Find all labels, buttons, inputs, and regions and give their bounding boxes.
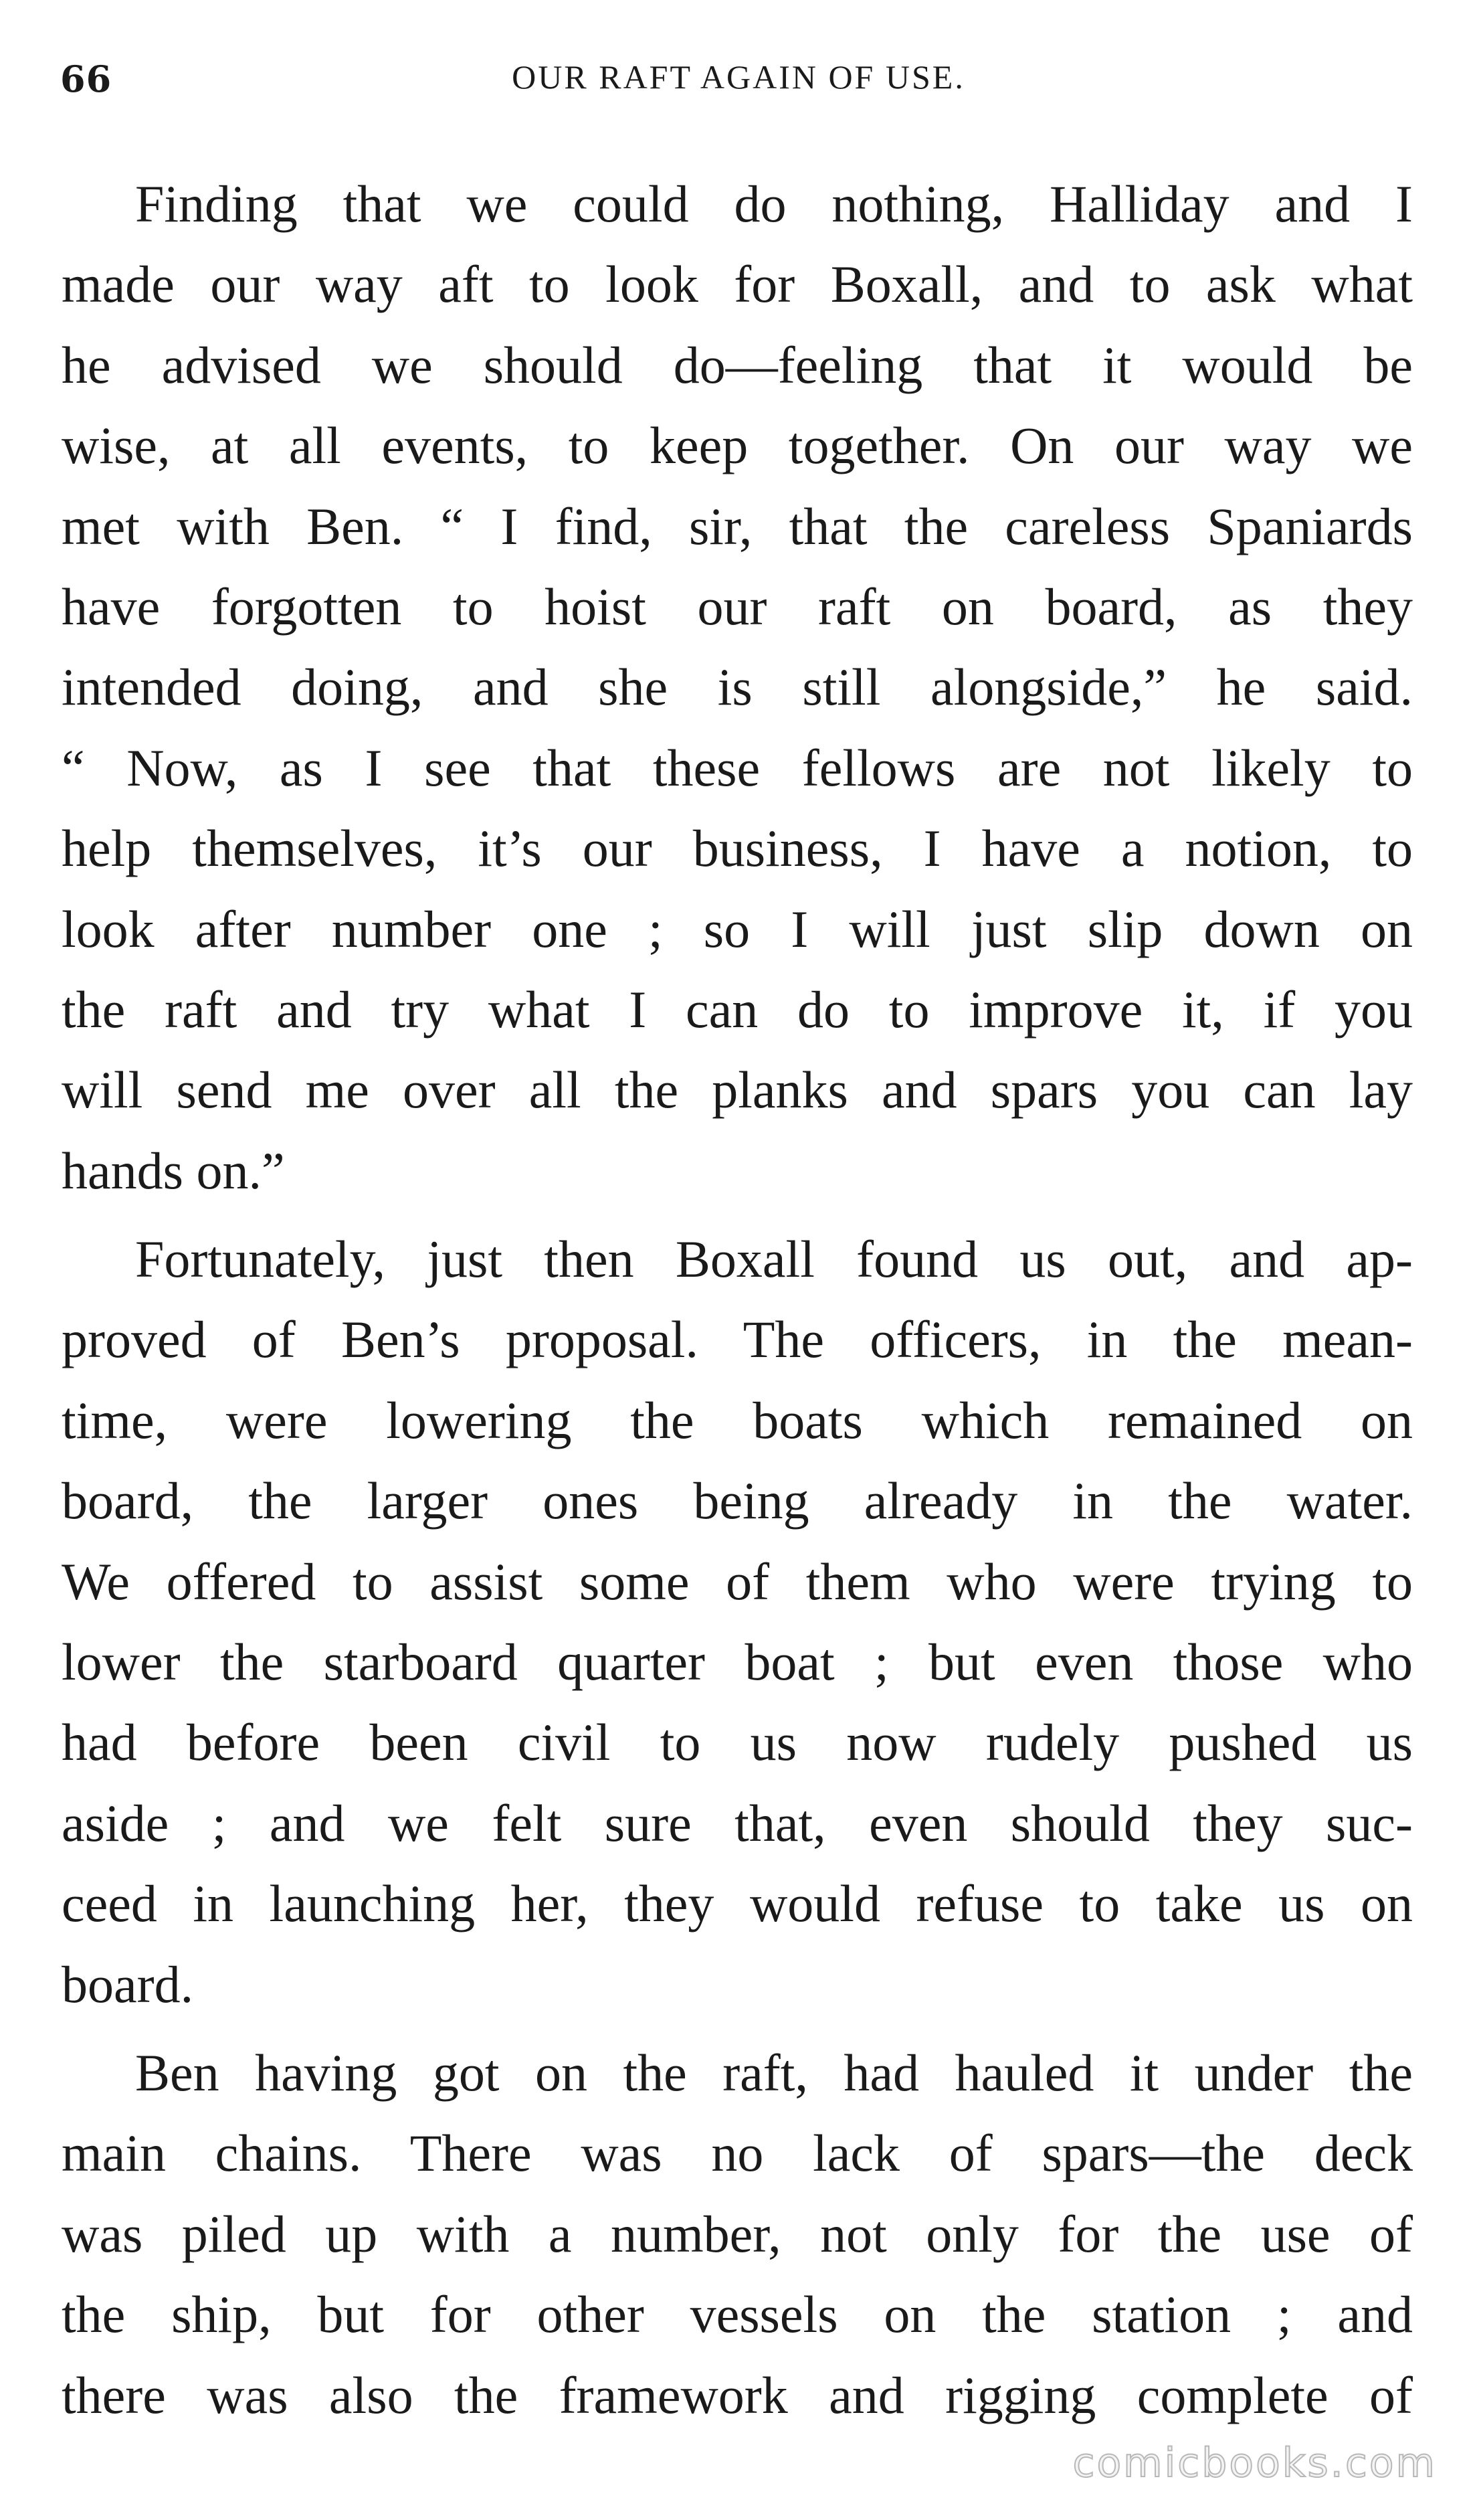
text-line: have forgotten to hoist our raft on board, as they: [62, 577, 1413, 636]
text-line: We offered to assist some of them who were trying to: [62, 1552, 1413, 1611]
text-line: intended doing, and she is still alongside,” he said.: [62, 658, 1413, 717]
text-line: aside ; and we felt sure that, even should they suc-: [62, 1793, 1413, 1852]
text-line: Fortunately, just then Boxall found us out, and ap-: [135, 1230, 1413, 1289]
paragraph-1: [62, 164, 1413, 1211]
page-number: 66: [60, 58, 112, 100]
text-line: time, were lowering the boats which remained on: [62, 1390, 1413, 1449]
watermark: comicbooks.com: [1072, 2440, 1437, 2487]
text-line: Finding that we could do nothing, Halliday and I: [135, 175, 1413, 233]
text-line: board, the larger ones being already in the water.: [62, 1471, 1413, 1530]
paragraph-2: [62, 1219, 1413, 2025]
text-line: made our way aft to look for Boxall, and to ask what: [62, 255, 1413, 314]
text-line: “ Now, as I see that these fellows are not likely to: [62, 738, 1413, 797]
text-line: proved of Ben’s proposal. The officers, in the mean-: [62, 1310, 1413, 1369]
text-line: had before been civil to us now rudely pushed us: [62, 1713, 1413, 1772]
text-line: wise, at all events, to keep together. On our way we: [62, 416, 1413, 475]
text-line: board.: [62, 1955, 194, 2013]
text-line: met with Ben. “ I find, sir, that the careless Spaniards: [62, 497, 1413, 555]
text-line: he advised we should do—feeling that it would be: [62, 335, 1413, 394]
text-line: the raft and try what I can do to improve it, if you: [62, 980, 1413, 1039]
text-line: main chains. There was no lack of spars—the deck: [62, 2124, 1413, 2183]
text-line: ceed in launching her, they would refuse to take us on: [62, 1874, 1413, 1933]
text-line: look after number one ; so I will just slip down on: [62, 899, 1413, 958]
running-head: [60, 58, 1417, 124]
text-line: help themselves, it’s our business, I have a notion, to: [62, 819, 1413, 878]
text-line: hands on.”: [62, 1141, 285, 1200]
text-line: there was also the framework and rigging complete of: [62, 2365, 1413, 2424]
text-line: lower the starboard quarter boat ; but even those who: [62, 1633, 1413, 1692]
body-text: [62, 164, 1413, 2444]
text-line: was piled up with a number, not only for the use of: [62, 2204, 1413, 2263]
paragraph-3: [62, 2033, 1413, 2436]
running-title: OUR RAFT AGAIN OF USE.: [512, 58, 965, 96]
text-line: the ship, but for other vessels on the station ; and: [62, 2285, 1413, 2344]
text-line: will send me over all the planks and spars you can lay: [62, 1061, 1413, 1119]
text-line: Ben having got on the raft, had hauled it under the: [135, 2043, 1413, 2102]
